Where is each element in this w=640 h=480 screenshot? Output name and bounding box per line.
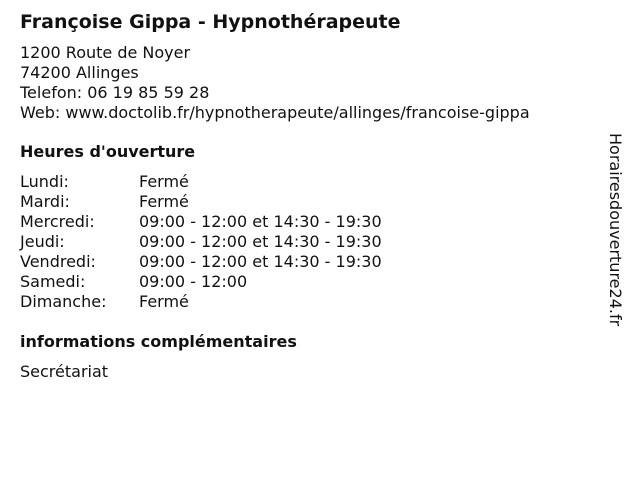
business-title: Françoise Gippa - Hypnothérapeute [20, 11, 401, 33]
hours-row [20, 292, 382, 312]
website-link: Web: www.doctolib.fr/hypnotherapeute/allinges/francoise-gippa [20, 103, 530, 122]
street-address: 1200 Route de Noyer [20, 43, 191, 62]
day-label: Lundi: [20, 172, 69, 191]
hours-row [20, 192, 382, 212]
hours-row [20, 252, 382, 272]
day-hours: 09:00 - 12:00 et 14:30 - 19:30 [139, 252, 382, 271]
business-card [20, 10, 600, 382]
day-label: Jeudi: [20, 232, 65, 251]
address-block [20, 43, 600, 123]
hours-row [20, 172, 382, 192]
day-label: Dimanche: [20, 292, 107, 311]
opening-hours-heading: Heures d'ouverture [20, 142, 196, 161]
additional-info-heading: informations complémentaires [20, 332, 297, 351]
additional-info-text: Secrétariat [20, 362, 109, 381]
day-hours: 09:00 - 12:00 [139, 272, 248, 291]
opening-hours-table [20, 172, 382, 312]
day-hours: 09:00 - 12:00 et 14:30 - 19:30 [139, 212, 382, 231]
day-label: Samedi: [20, 272, 86, 291]
hours-row [20, 272, 382, 292]
phone-number: Telefon: 06 19 85 59 28 [20, 83, 210, 102]
day-label: Mardi: [20, 192, 70, 211]
day-hours: Fermé [139, 172, 189, 191]
day-hours: 09:00 - 12:00 et 14:30 - 19:30 [139, 232, 382, 251]
day-hours: Fermé [139, 292, 189, 311]
day-label: Vendredi: [20, 252, 96, 271]
day-label: Mercredi: [20, 212, 95, 231]
city-postcode: 74200 Allinges [20, 63, 139, 82]
hours-row [20, 232, 382, 252]
day-hours: Fermé [139, 192, 189, 211]
hours-row [20, 212, 382, 232]
site-watermark: Horairesdouverture24.fr [606, 133, 625, 327]
